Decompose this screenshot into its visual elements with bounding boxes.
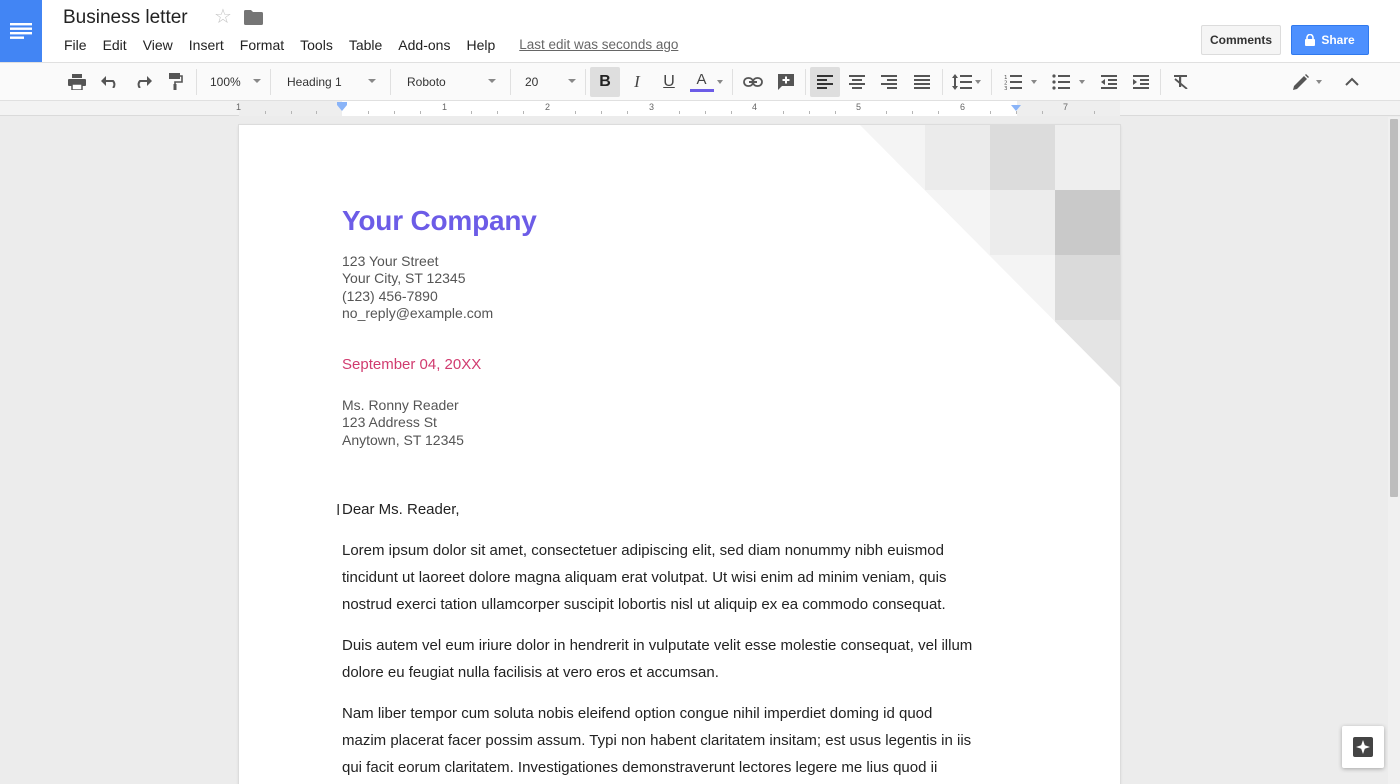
ruler-tick [835, 111, 836, 114]
toolbar-divider [585, 69, 586, 95]
ruler-number: 7 [1063, 102, 1069, 112]
ruler-tick [809, 111, 810, 114]
app-header [0, 0, 1400, 62]
menu-file[interactable]: File [64, 37, 87, 53]
decorative-corner-graphic [860, 125, 1120, 387]
bold-icon: B [599, 73, 611, 90]
toolbar-divider [510, 69, 511, 95]
italic-button[interactable] [623, 63, 651, 100]
recipient-line: Anytown, ST 12345 [342, 431, 464, 448]
ruler-tick [368, 111, 369, 114]
ruler-tick [679, 111, 680, 114]
address-line: (123) 456-7890 [342, 287, 438, 304]
paragraph-line: nostrud exerci tation ullamcorper suscipit lobortis nisl ut aliquip ex ea commodo consequat. [342, 596, 946, 613]
menu-format[interactable]: Format [239, 37, 285, 53]
body-paragraph[interactable] [342, 632, 1022, 686]
svg-text:1: 1 [1003, 74, 1007, 81]
paragraph-line: qui facit eorum claritatem. Investigationes demonstraverunt lectores legere me lius quod ii [342, 759, 938, 776]
ruler-tick [938, 111, 939, 114]
redo-icon[interactable] [130, 63, 156, 100]
document-canvas [0, 117, 1400, 784]
text-color-swatch [690, 89, 714, 92]
zoom-select[interactable] [203, 63, 265, 100]
paragraph-line: tincidunt ut laoreet dolore magna aliquam erat volutpat. Ut wisi enim ad minim veniam, quis [342, 569, 947, 586]
left-indent-marker[interactable] [337, 105, 347, 111]
chevron-down-icon [1079, 80, 1085, 84]
explore-icon [1353, 737, 1373, 757]
vertical-scrollbar[interactable] [1388, 117, 1400, 784]
ruler-tick [705, 111, 706, 114]
right-indent-marker[interactable] [1011, 105, 1021, 111]
recipient-line: Ms. Ronny Reader [342, 397, 459, 413]
font-size-value: 20 [525, 74, 539, 89]
ruler-tick [575, 111, 576, 114]
share-label: Share [1321, 33, 1355, 47]
menu-help[interactable]: Help [466, 37, 496, 53]
comments-button[interactable]: Comments [1201, 25, 1281, 55]
ruler[interactable] [236, 101, 1120, 116]
chevron-down-icon [717, 80, 723, 84]
text-color-button[interactable] [686, 63, 726, 100]
ruler-number: 1 [236, 102, 242, 112]
ruler-tick [1094, 111, 1095, 114]
toolbar-divider [196, 69, 197, 95]
toolbar-divider [390, 69, 391, 95]
ruler-number: 1 [442, 102, 448, 112]
scrollbar-thumb[interactable] [1390, 119, 1398, 497]
lock-icon [1305, 34, 1315, 46]
hide-menus-icon[interactable] [1338, 63, 1366, 100]
folder-icon[interactable] [244, 10, 263, 30]
ruler-right-margin [1017, 101, 1120, 116]
doc-title[interactable]: Business letter [63, 7, 188, 28]
font-select[interactable] [400, 63, 500, 100]
align-right-icon[interactable] [875, 63, 903, 100]
toolbar-divider [991, 69, 992, 95]
chevron-down-icon [253, 79, 261, 83]
ruler-tick [886, 111, 887, 114]
align-left-button[interactable] [810, 67, 840, 97]
paragraph-line: mazim placerat facer possim assum. Typi non habent claritatem insitam; est usus legentis in iis [342, 732, 972, 749]
menu-table[interactable]: Table [348, 37, 383, 53]
align-left-icon [817, 75, 833, 89]
docs-home-icon[interactable] [0, 0, 42, 62]
recipient-address[interactable] [342, 397, 464, 449]
sender-address[interactable] [342, 253, 493, 322]
link-icon[interactable] [739, 63, 767, 100]
ruler-tick [471, 111, 472, 114]
toolbar-divider [805, 69, 806, 95]
italic-icon: I [634, 71, 640, 91]
ruler-tick [1042, 111, 1043, 114]
paragraph-line: dolore eu feugiat nulla facilisis at vero eros et accumsan. [342, 664, 719, 681]
ruler-tick [394, 111, 395, 114]
ruler-tick [1016, 111, 1017, 114]
ruler-tick [523, 111, 524, 114]
toolbar-divider [942, 69, 943, 95]
menu-insert[interactable]: Insert [188, 37, 224, 53]
paint-format-icon[interactable] [163, 63, 189, 100]
paragraph-line: Duis autem vel eum iriure dolor in hendrerit in vulputate velit esse molestie consequat, vel illum [342, 637, 973, 654]
recipient-line: 123 Address St [342, 414, 437, 431]
bold-button[interactable] [590, 67, 620, 97]
svg-text:2: 2 [1003, 80, 1007, 86]
increase-indent-icon[interactable] [1127, 63, 1155, 100]
document-page[interactable] [239, 125, 1120, 784]
paragraph-line: Nam liber tempor cum soluta nobis eleifend option congue nihil imperdiet doming id quod [342, 705, 933, 722]
last-edit-link[interactable]: Last edit was seconds ago [519, 37, 679, 52]
text-cursor-icon: I [336, 502, 341, 519]
ruler-tick [627, 111, 628, 114]
print-icon[interactable] [64, 63, 90, 100]
toolbar [0, 62, 1400, 101]
menu-add-ons[interactable]: Add-ons [398, 37, 451, 53]
salutation[interactable]: Dear Ms. Reader, [342, 501, 460, 518]
numbered-list-icon[interactable] [998, 63, 1042, 100]
ruler-number: 2 [545, 102, 551, 112]
ruler-tick [316, 111, 317, 114]
zoom-value: 100% [210, 74, 241, 89]
menu-view[interactable]: View [142, 37, 173, 53]
editing-mode-icon[interactable] [1285, 63, 1329, 100]
add-comment-icon[interactable] [772, 63, 800, 100]
ruler-tick [990, 111, 991, 114]
body-paragraph[interactable] [342, 700, 1022, 781]
address-line: Your City, ST 12345 [342, 270, 466, 287]
bulleted-list-icon[interactable] [1046, 63, 1090, 100]
share-button[interactable] [1291, 25, 1369, 55]
font-size-select[interactable] [518, 63, 580, 100]
toolbar-divider [732, 69, 733, 95]
line-spacing-icon[interactable] [947, 63, 985, 100]
chevron-down-icon [368, 79, 376, 83]
underline-button[interactable] [655, 63, 683, 100]
ruler-tick [731, 111, 732, 114]
underline-icon: U [663, 72, 675, 90]
chevron-down-icon [975, 80, 981, 84]
toolbar-divider [270, 69, 271, 95]
chevron-down-icon [1316, 80, 1322, 84]
ruler-tick [420, 111, 421, 114]
paragraph-line: Lorem ipsum dolor sit amet, consectetuer adipiscing elit, sed diam nonummy nibh euismod [342, 542, 944, 559]
ruler-number: 3 [649, 102, 655, 112]
ruler-tick [291, 111, 292, 114]
clear-formatting-icon[interactable] [1167, 63, 1195, 100]
ruler-tick [912, 111, 913, 114]
ruler-number: 6 [960, 102, 966, 112]
decrease-indent-icon[interactable] [1095, 63, 1123, 100]
undo-icon[interactable] [97, 63, 123, 100]
align-center-icon[interactable] [843, 63, 871, 100]
chevron-down-icon [488, 79, 496, 83]
font-value: Roboto [407, 74, 446, 89]
address-line: 123 Your Street [342, 253, 439, 269]
ruler-number: 4 [752, 102, 758, 112]
ruler-tick [497, 111, 498, 114]
align-justify-icon[interactable] [908, 63, 936, 100]
ruler-bar [0, 101, 1400, 116]
svg-text:3: 3 [1003, 85, 1007, 90]
ruler-tick [265, 111, 266, 114]
chevron-down-icon [568, 79, 576, 83]
company-name[interactable]: Your Company [342, 205, 537, 236]
ruler-number: 5 [856, 102, 862, 112]
ruler-tick [783, 111, 784, 114]
menu-edit[interactable]: Edit [102, 37, 127, 53]
star-icon[interactable]: ☆ [214, 6, 232, 28]
style-value: Heading 1 [287, 74, 342, 89]
address-line: no_reply@example.com [342, 304, 494, 321]
style-select[interactable] [280, 63, 380, 100]
chevron-down-icon [1031, 80, 1037, 84]
toolbar-divider [1160, 69, 1161, 95]
text-color-icon: A [696, 70, 707, 88]
menu-tools[interactable]: Tools [300, 37, 333, 53]
ruler-tick [601, 111, 602, 114]
letter-date[interactable]: September 04, 20XX [342, 356, 482, 373]
body-paragraph[interactable] [342, 537, 1022, 618]
explore-button[interactable] [1342, 726, 1384, 768]
menu-bar [56, 36, 678, 54]
